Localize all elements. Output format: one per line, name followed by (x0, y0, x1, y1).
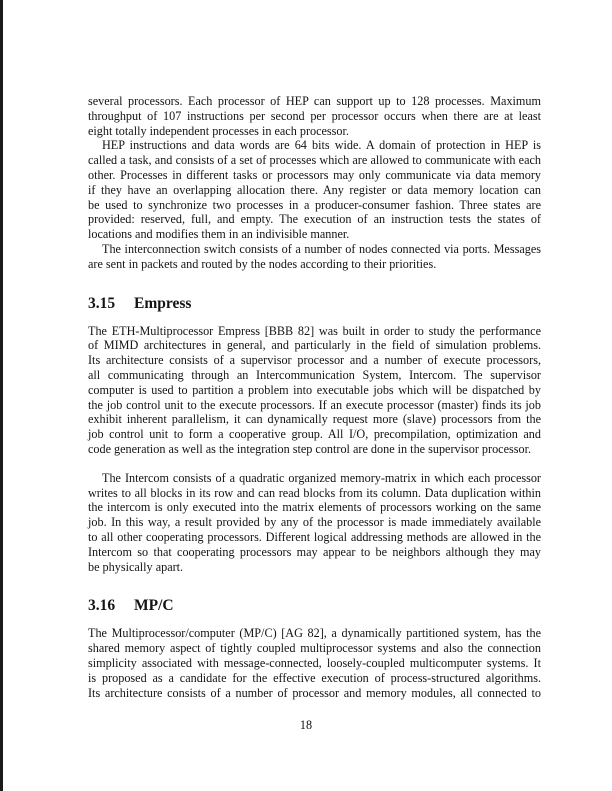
text-line: the intercom is only executed into the matrix elements of processors working on the same (88, 500, 541, 515)
text-line: Its architecture consists of a supervisor processor and a number of execute processors, (88, 353, 541, 368)
text-line: called a task, and consists of a set of processes which are allowed to communicate with each (88, 153, 541, 168)
text-line: The interconnection switch consists of a number of nodes connected via ports. Messages (102, 241, 541, 256)
text-line: if they have an overlapping allocation there. Any register or data memory location can (88, 182, 541, 197)
section-number: 3.15 (88, 294, 116, 312)
text-line: provided: reserved, full, and empty. The execution of an instruction tests the states of (88, 212, 541, 227)
text-line: to all other cooperating processors. Different logical addressing methods are allowed in the (88, 529, 541, 544)
text-line: job control unit to form a cooperative group. All I/O, precompilation, optimization and (88, 427, 541, 442)
section-title: Empress (134, 294, 192, 312)
text-line: job. In this way, a result provided by any of the processor is made immediately available (88, 515, 541, 530)
page-number: 18 (299, 718, 313, 732)
section-heading-3-16 (88, 596, 541, 616)
text-line: computer is used to partition a problem into executable jobs which will be dispatched by (88, 382, 541, 397)
paragraph-intercom (88, 471, 541, 575)
text-line: The ETH-Multiprocessor Empress [BBB 82] was built in order to study the performance (88, 323, 541, 338)
text-line: Its architecture consists of a number of processor and memory modules, all connected to (88, 685, 541, 700)
text-line: be used to synchronize two processes in a producer-consumer fashion. Three states are (88, 197, 541, 212)
section-title: MP/C (134, 597, 174, 615)
text-line: several processors. Each processor of HEP can support up to 128 processes. Maximum (88, 94, 541, 108)
text-line: other. Processes in different tasks or processors may only communicate via data memory (88, 167, 541, 182)
text-line: are sent in packets and routed by the nodes according to their priorities. (88, 256, 437, 271)
paragraph-hep-instructions (88, 138, 541, 242)
text-line: eight totally independent processes in each processor. (88, 123, 349, 138)
text-line: of MIMD architectures in general, and particularly in the field of simulation problems. (88, 338, 541, 353)
text-line: writes to all blocks in its row and can read blocks from its column. Data duplication within (88, 485, 541, 500)
text-line: locations and modifies them in an indivisible manner. (88, 227, 350, 242)
section-number: 3.16 (88, 597, 116, 615)
text-line: code generation as well as the integration step control are done in the supervisor processor. (88, 441, 532, 456)
paragraph-mpc-overview (88, 626, 541, 700)
text-line: HEP instructions and data words are 64 bits wide. A domain of protection in HEP is (102, 138, 541, 153)
text-line: simplicity associated with message-connected, loosely-coupled multicomputer systems. It (88, 655, 541, 670)
paragraph-hep-processes (88, 94, 541, 138)
text-line: is proposed as a candidate for the effective execution of process-structured algorithms. (88, 670, 541, 685)
text-line: throughput of 107 instructions per second per processor occurs when there are at least (88, 108, 541, 123)
text-line: shared memory aspect of tightly coupled multiprocessor systems and also the connection (88, 641, 541, 656)
text-line: Intercom so that cooperating processors may appear to be neighbors although they may (88, 544, 541, 559)
text-line: the job control unit to the execute processors. If an execute processor (master) finds its job (88, 397, 541, 412)
text-line: The Intercom consists of a quadratic organized memory-matrix in which each processor (102, 470, 541, 485)
text-line: all communicating through an Intercommunication System, Intercom. The supervisor (88, 367, 541, 382)
text-line: be physically apart. (88, 559, 184, 574)
section-heading-3-15 (88, 294, 541, 314)
document-page (88, 94, 541, 700)
text-line: The Multiprocessor/computer (MP/C) [AG 82], a dynamically partitioned system, has the (88, 626, 541, 641)
paragraph-empress-overview (88, 324, 541, 457)
scan-edge-shadow (0, 0, 3, 791)
text-line: exhibit inherent parallelism, it can dynamically request more (slave) processors from the (88, 412, 541, 427)
paragraph-interconnection-switch (88, 242, 541, 272)
